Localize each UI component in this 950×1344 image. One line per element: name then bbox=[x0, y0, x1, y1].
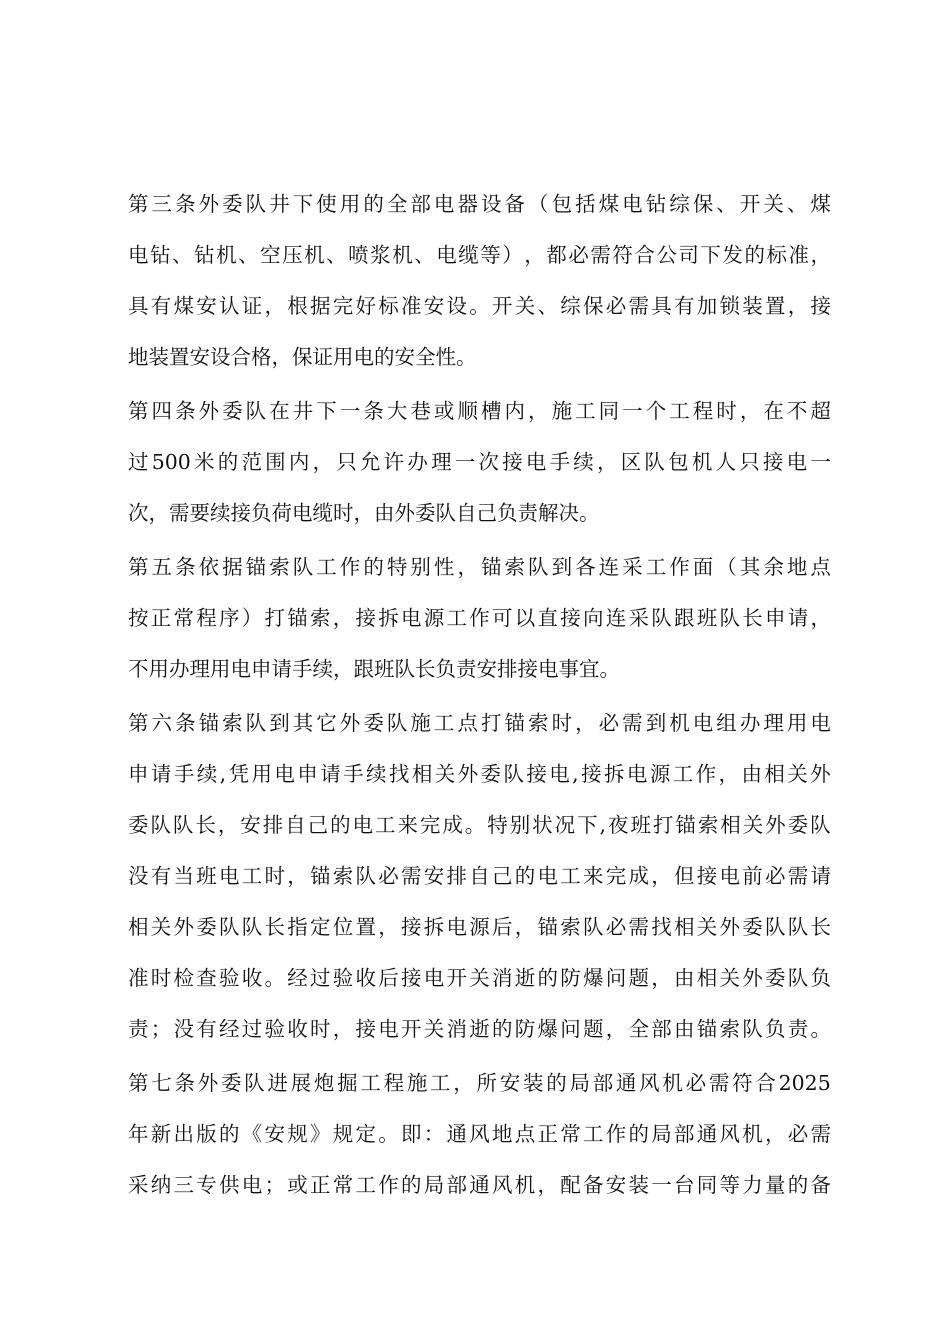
article-7-paragraph bbox=[128, 1064, 831, 1217]
text-line: 具 有 煤 安 认 证 ， 根 据 完 好 标 准 安 设 。 开 关 、 综 保 必 需 具 有 加 锁 装 置 ， 接 bbox=[128, 294, 831, 318]
text-line: 电 钻 、 钻 机 、 空 压 机 、 喷 浆 机 、 电 缆 等 ） ， 都 必 需 符 合 公 司 下 发 的 标 准 ， bbox=[128, 243, 831, 267]
article-4-paragraph bbox=[128, 392, 831, 548]
text-line: 没 有 当 班 电 工 时 ， 锚 索 队 必 需 安 排 自 己 的 电 工 来 完 成 ， 但 接 电 前 必 需 请 bbox=[128, 864, 831, 888]
text-line: 采 纳 三 专 供 电 ； 或 正 常 工 作 的 局 部 通 风 机 ， 配 备 安 装 一 台 同 等 力 量 的 备 bbox=[128, 1173, 831, 1197]
text-line: 第 四 条 外 委 队 在 井 下 一 条 大 巷 或 顺 槽 内 ， 施 工 同 一 个 工 程 时 ， 在 不 超 bbox=[128, 399, 831, 423]
text-line: 责 ； 没 有 经 过 验 收 时 ， 接 电 开 关 消 逝 的 防 爆 问 题 ， 全 部 由 锚 索 队 负 责 。 bbox=[128, 1017, 831, 1041]
text-line: 委 队 队 长 ， 安 排 自 己 的 电 工 来 完 成 。 特 别 状 况 下 , 夜 班 打 锚 索 相 关 外 委 队 bbox=[128, 813, 831, 837]
text-line: 按 正 常 程 序 ） 打 锚 索 ， 接 拆 电 源 工 作 可 以 直 接 向 连 采 队 跟 班 队 长 申 请 ， bbox=[128, 606, 831, 630]
text-line: 地装置安设合格，保证用电的安全性。 bbox=[128, 345, 477, 369]
text-line: 不用办理用电申请手续，跟班队长负责安排接电事宜。 bbox=[128, 657, 620, 681]
text-line: 过 500 米 的 范 围 内 ， 只 允 许 办 理 一 次 接 电 手 续 ， 区 队 包 机 人 只 接 电 一 bbox=[128, 450, 831, 474]
article-6-paragraph bbox=[128, 704, 831, 1064]
text-line: 第 六 条 锚 索 队 到 其 它 外 委 队 施 工 点 打 锚 索 时 ， 必 需 到 机 电 组 办 理 用 电 bbox=[128, 711, 831, 735]
article-3-paragraph bbox=[128, 185, 831, 392]
article-5-paragraph bbox=[128, 548, 831, 704]
text-line: 准 时 检 查 验 收 。 经 过 验 收 后 接 电 开 关 消 逝 的 防 爆 问 题 ， 由 相 关 外 委 队 负 bbox=[128, 966, 831, 990]
text-line: 第 七 条 外 委 队 进 展 炮 掘 工 程 施 工 ， 所 安 装 的 局 部 通 风 机 必 需 符 合 2025 bbox=[128, 1071, 831, 1095]
text-line: 年 新 出 版 的 《 安 规 》 规 定 。 即 ： 通 风 地 点 正 常 工 作 的 局 部 通 风 机 ， 必 需 bbox=[128, 1122, 831, 1146]
text-line: 相 关 外 委 队 队 长 指 定 位 置 ， 接 拆 电 源 后 ， 锚 索 队 必 需 找 相 关 外 委 队 队 长 bbox=[128, 915, 831, 939]
text-line: 第 三 条 外 委 队 井 下 使 用 的 全 部 电 器 设 备 （ 包 括 煤 电 钻 综 保 、 开 关 、 煤 bbox=[128, 192, 831, 216]
text-line: 第 五 条 依 据 锚 索 队 工 作 的 特 别 性 ， 锚 索 队 到 各 连 采 工 作 面 （ 其 余 地 点 bbox=[128, 555, 831, 579]
document-body bbox=[128, 185, 831, 1217]
text-line: 申 请 手 续 , 凭 用 电 申 请 手 续 找 相 关 外 委 队 接 电 , 接 拆 电 源 工 作 ， 由 相 关 外 bbox=[128, 762, 831, 786]
text-line: 次，需要续接负荷电缆时，由外委队自己负责解决。 bbox=[128, 501, 600, 525]
